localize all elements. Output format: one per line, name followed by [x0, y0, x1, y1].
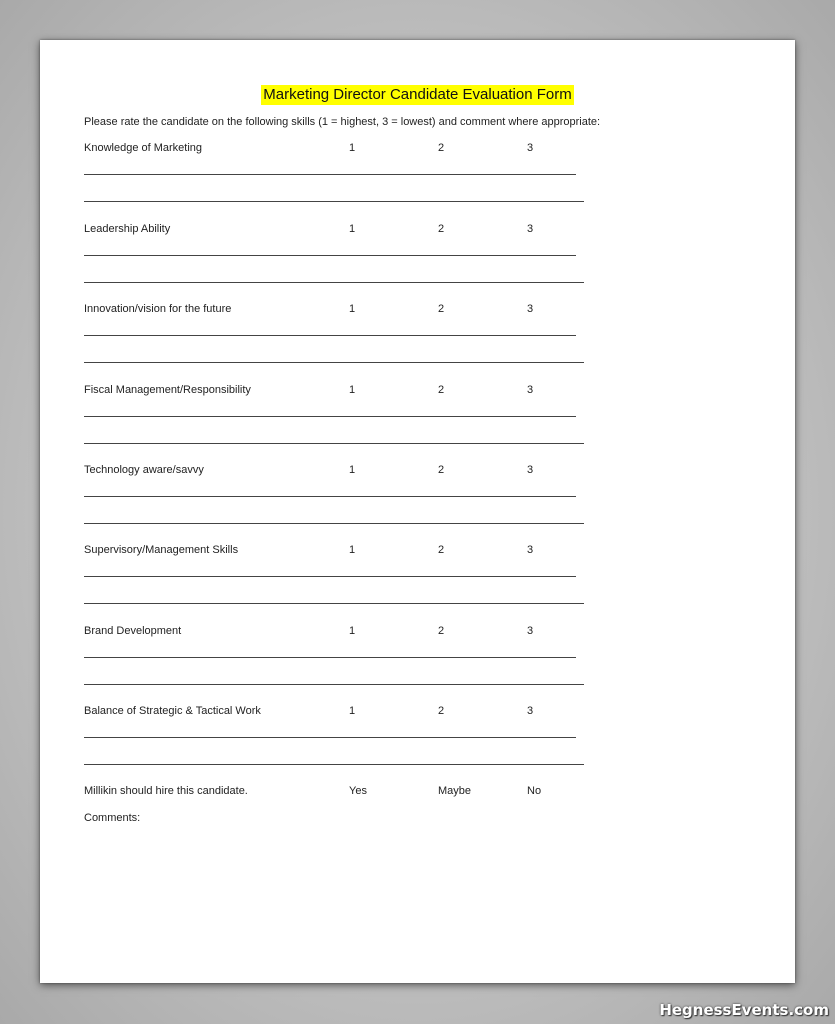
- rating-option-1[interactable]: 1: [349, 705, 356, 717]
- comments-label: Comments:: [84, 812, 141, 824]
- skill-label: Fiscal Management/Responsibility: [84, 384, 251, 396]
- comment-line[interactable]: [84, 255, 576, 256]
- rating-option-1[interactable]: 1: [349, 625, 356, 637]
- comment-line[interactable]: [84, 603, 584, 604]
- comment-line[interactable]: [84, 496, 576, 497]
- comment-line[interactable]: [84, 416, 576, 417]
- instructions-text: Please rate the candidate on the following skills (1 = highest, 3 = lowest) and comment where appropriate:: [84, 116, 601, 128]
- rating-option-2[interactable]: 2: [438, 142, 445, 154]
- comment-line[interactable]: [84, 764, 584, 765]
- rating-option-3[interactable]: 3: [527, 544, 534, 556]
- skill-label: Balance of Strategic & Tactical Work: [84, 705, 261, 717]
- skill-label: Leadership Ability: [84, 223, 171, 235]
- skill-row-innovation-vision: [40, 303, 795, 383]
- rating-option-2[interactable]: 2: [438, 384, 445, 396]
- comment-line[interactable]: [84, 684, 584, 685]
- rating-option-1[interactable]: 1: [349, 464, 356, 476]
- skill-label: Supervisory/Management Skills: [84, 544, 239, 556]
- comment-line[interactable]: [84, 362, 584, 363]
- comment-line[interactable]: [84, 201, 584, 202]
- comment-line[interactable]: [84, 576, 576, 577]
- skill-row-brand-development: [40, 625, 795, 705]
- skill-label: Technology aware/savvy: [84, 464, 204, 476]
- skill-label: Brand Development: [84, 625, 182, 637]
- rating-option-3[interactable]: 3: [527, 303, 534, 315]
- comment-line[interactable]: [84, 335, 576, 336]
- rating-option-1[interactable]: 1: [349, 142, 356, 154]
- comment-line[interactable]: [84, 282, 584, 283]
- rating-option-1[interactable]: 1: [349, 223, 356, 235]
- comment-line[interactable]: [84, 657, 576, 658]
- rating-option-3[interactable]: 3: [527, 142, 534, 154]
- rating-option-1[interactable]: 1: [349, 384, 356, 396]
- hire-option-maybe[interactable]: Maybe: [438, 785, 472, 797]
- rating-option-3[interactable]: 3: [527, 705, 534, 717]
- watermark: HegnessEvents.com: [659, 1001, 829, 1019]
- rating-option-2[interactable]: 2: [438, 705, 445, 717]
- skill-row-fiscal-management: [40, 384, 795, 464]
- rating-option-2[interactable]: 2: [438, 464, 445, 476]
- skill-row-strategic-tactical: [40, 705, 795, 785]
- skill-row-technology-aware: [40, 464, 795, 544]
- rating-option-1[interactable]: 1: [349, 544, 356, 556]
- skill-row-knowledge-of-marketing: [40, 142, 795, 222]
- rating-option-3[interactable]: 3: [527, 464, 534, 476]
- comment-line[interactable]: [84, 523, 584, 524]
- title-container: [40, 85, 795, 105]
- rating-option-2[interactable]: 2: [438, 223, 445, 235]
- rating-option-1[interactable]: 1: [349, 303, 356, 315]
- document-page: [40, 40, 795, 983]
- comment-line[interactable]: [84, 737, 576, 738]
- form-title: Marketing Director Candidate Evaluation Form: [263, 86, 572, 103]
- skill-label: Innovation/vision for the future: [84, 303, 232, 315]
- skill-row-leadership-ability: [40, 223, 795, 303]
- skill-row-supervisory-management: [40, 544, 795, 624]
- rating-option-2[interactable]: 2: [438, 544, 445, 556]
- comment-line[interactable]: [84, 443, 584, 444]
- rating-option-3[interactable]: 3: [527, 384, 534, 396]
- rating-option-3[interactable]: 3: [527, 625, 534, 637]
- rating-option-2[interactable]: 2: [438, 303, 445, 315]
- comment-line[interactable]: [84, 174, 576, 175]
- rating-option-3[interactable]: 3: [527, 223, 534, 235]
- rating-option-2[interactable]: 2: [438, 625, 445, 637]
- hire-option-no[interactable]: No: [527, 785, 542, 797]
- hire-decision-label: Millikin should hire this candidate.: [84, 785, 248, 797]
- hire-option-yes[interactable]: Yes: [349, 785, 367, 797]
- hire-decision-row: [40, 785, 795, 803]
- skill-label: Knowledge of Marketing: [84, 142, 203, 154]
